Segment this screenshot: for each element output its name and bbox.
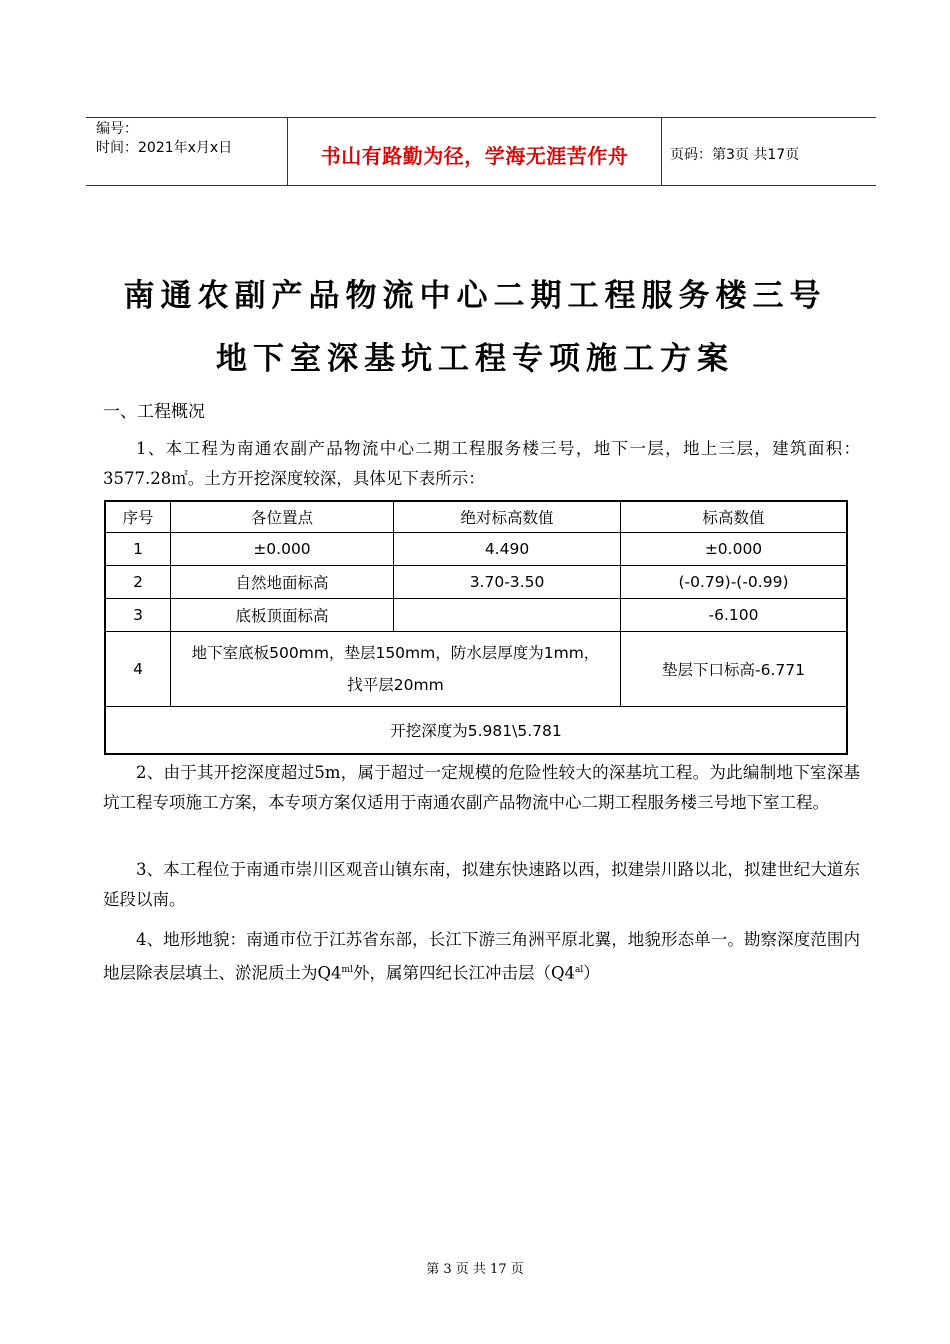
paragraph-4-text-b: 外，属第四纪长江冲击层（Q4 xyxy=(352,963,575,983)
table-summary-cell: 开挖深度为5.981\5.781 xyxy=(105,707,847,755)
table-cell: (-0.79)-(-0.99) xyxy=(621,566,848,599)
table-cell: 4 xyxy=(105,632,171,707)
paragraph-2: 2、由于其开挖深度超过5m，属于超过一定规模的危险性较大的深基坑工程。为此编制地下室深基坑工程专项施工方案，本专项方案仅适用于南通农副产品物流中心二期工程服务楼三号地下室工程。 xyxy=(103,763,860,812)
table-cell: -6.100 xyxy=(621,599,848,632)
table-cell: 3 xyxy=(105,599,171,632)
paragraph-1: 1、本工程为南通农副产品物流中心二期工程服务楼三号，地下一层，地上三层，建筑面积：3577.28㎡。土方开挖深度较深，具体见下表所示： xyxy=(103,439,860,488)
table-summary-row xyxy=(105,707,847,755)
paragraph-4-sup-2: al xyxy=(574,965,584,975)
table-cell: 4.490 xyxy=(394,533,621,566)
table-header-cell: 各位置点 xyxy=(171,501,394,533)
table-row xyxy=(105,533,847,566)
table-cell: 2 xyxy=(105,566,171,599)
table-header-cell: 标高数值 xyxy=(621,501,848,533)
section-heading: 一、工程概况 xyxy=(103,402,205,422)
table-cell xyxy=(394,599,621,632)
paragraph-4-text-c: ） xyxy=(583,963,600,983)
table-header-row xyxy=(105,501,847,533)
table-cell: 垫层下口标高-6.771 xyxy=(621,632,848,707)
table-row xyxy=(105,599,847,632)
table-header-cell: 绝对标高数值 xyxy=(394,501,621,533)
page-footer: 第 3 页 共 17 页 xyxy=(426,1262,524,1277)
elevation-table xyxy=(104,500,848,755)
paragraph-4-text-a: 4、地形地貌：南通市位于江苏省东部，长江下游三角洲平原北翼，地貌形态单一。勘察深度范围内地层除表层填土、淤泥质土为Q4 xyxy=(103,930,860,983)
table-header-cell: 序号 xyxy=(105,501,171,533)
code-label: 编号： xyxy=(96,121,138,137)
date-label: 时间：2021年x月x日 xyxy=(96,140,233,156)
table-cell: 3.70-3.50 xyxy=(394,566,621,599)
table-row xyxy=(105,566,847,599)
doc-title-line2: 地下室深基坑工程专项施工方案 xyxy=(216,341,734,377)
table-row xyxy=(105,632,847,707)
paragraph-3: 3、本工程位于南通市崇川区观音山镇东南，拟建东快速路以西，拟建崇川路以北，拟建世纪大道东延段以南。 xyxy=(103,860,860,909)
table-cell: 1 xyxy=(105,533,171,566)
header-meta xyxy=(86,118,288,185)
header-page-info: 页码：第3页 共17页 xyxy=(670,146,800,163)
table-cell: ±0.000 xyxy=(171,533,394,566)
document-header xyxy=(86,117,876,186)
table-cell: 底板顶面标高 xyxy=(171,599,394,632)
table-cell: 地下室底板500mm，垫层150mm，防水层厚度为1mm，找平层20mm xyxy=(171,632,621,707)
doc-title-line1: 南通农副产品物流中心二期工程服务楼三号 xyxy=(123,278,827,314)
paragraph-4-sup-1: ml xyxy=(341,965,353,975)
paragraph-4 xyxy=(103,925,860,989)
table-cell: ±0.000 xyxy=(621,533,848,566)
header-motto: 书山有路勤为径，学海无涯苦作舟 xyxy=(288,118,662,185)
table-cell: 自然地面标高 xyxy=(171,566,394,599)
